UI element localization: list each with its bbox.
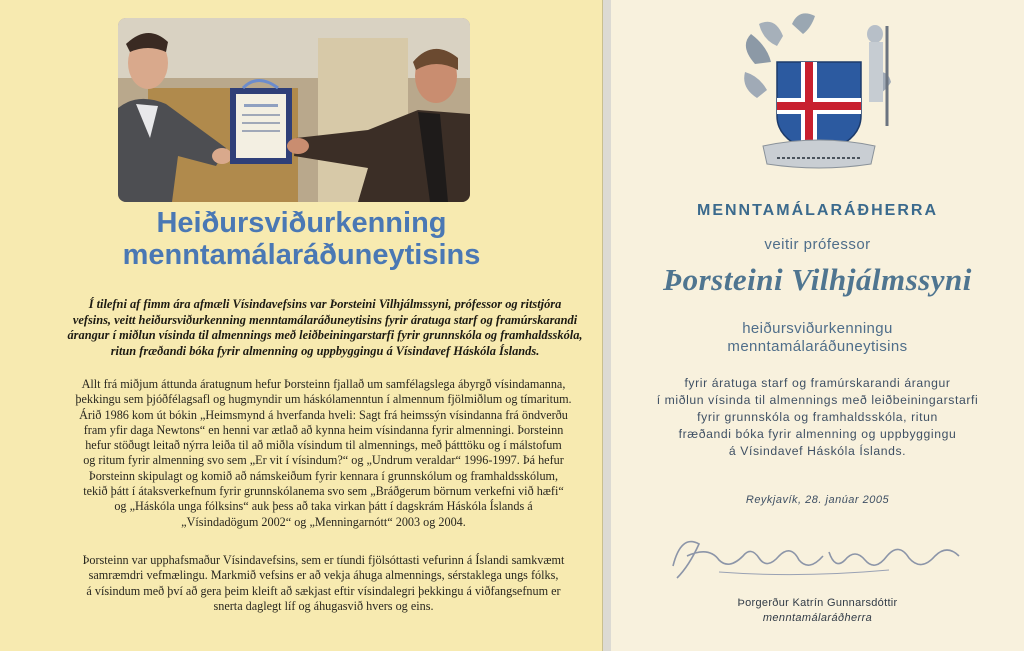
certificate-reason-line: á Vísindavef Háskóla Íslands. xyxy=(728,444,907,458)
signer-name: Þorgerður Katrín Gunnarsdóttir xyxy=(737,597,898,609)
headline-line-2: menntamálaráðuneytisins xyxy=(122,239,481,271)
lead-line: Í tilefni af fimm ára afmæli Vísindavefsins var Þorsteini Vilhjálmssyni, prófessor og ritstjóra xyxy=(88,297,562,311)
lead-line: ritun fræðandi bóka fyrir almenning og uppbyggingu á Vísindavef Háskóla Íslands. xyxy=(110,343,540,358)
body-line: snerta daglegt líf og áhugasvið hvers og eins. xyxy=(213,598,434,613)
body-paragraph-2 xyxy=(56,553,591,614)
certificate-award-line: menntamálaráðuneytisins xyxy=(727,338,908,355)
body-line: fram yfir daga Newtons“ en henni var ætlað að kynna heim vísindanna fyrir almenningi. Þorsteinn xyxy=(83,422,564,437)
body-line: og „Háskóla unga fólksins“ auk þess að taka virkan þátt í dagskrám Háskóla Íslands á xyxy=(114,499,533,514)
headline-line-1: Heiðursviðurkenning xyxy=(156,207,447,239)
body-line: á vísindum með því að gera þeim kleift að sækjast eftir vísindalegri þekkingu á viðfangsefnum er xyxy=(86,583,561,598)
signer-title: menntamálaráðherra xyxy=(762,612,873,624)
body-line: Allt frá miðjum áttunda áratugnum hefur Þorsteinn fjallað um samfélagslega ábyrgð vísindamanna, xyxy=(81,377,566,391)
body-line: „Vísindadögum 2002“ og „Menningarnótt“ 2003 og 2004. xyxy=(181,514,466,529)
body-line: Árið 1986 kom út bókin „Heimsmynd á hverfanda hveli: Sagt frá heimssýn vísindanna frá öndverðu xyxy=(79,407,568,422)
certificate-reason-line: í miðlun vísinda til almennings með leiðbeiningarstarfi xyxy=(656,393,979,407)
award-photo xyxy=(118,18,470,202)
body-line: samræmdri vefmælingu. Markmið vefsins er að vekja áhuga almennings, sérstaklega ungs fólks, xyxy=(88,568,559,583)
body-line: hefur stöðugt leitað nýrra leiða til að miðla vísindum til almennings, með þátttöku og í málstofum xyxy=(85,438,562,453)
lead-line: árangur í miðlun vísinda til almennings með leiðbeiningarstarfi fyrir grunnskóla og framhaldsskóla, xyxy=(67,328,583,342)
body-line: og ritum fyrir almenning svo sem „Er vit í vísindum?“ og „Undrum veraldar“ 1996-1997. Þá hefur xyxy=(83,453,564,468)
certificate-page xyxy=(611,0,1024,651)
body-line: Þorsteinn skipulagt og komið að námskeiðum fyrir kennara í grunnskólum og framhaldsskólum, xyxy=(88,468,559,483)
certificate-award-line: heiðursviðurkenningu xyxy=(742,320,893,337)
lead-line: vefsins, veitt heiðursviðurkenning menntamálaráðuneytisins fyrir áratuga starf og framúrskarandi xyxy=(72,312,578,327)
lead-paragraph xyxy=(60,297,590,359)
certificate-reason-line: fyrir áratuga starf og framúrskarandi árangur xyxy=(684,376,951,390)
certificate-minister-title: MENNTAMÁLARÁÐHERRA xyxy=(696,202,938,219)
certificate-recipient-name: Þorsteini Vilhjálmssyni xyxy=(663,262,972,297)
body-line: tekið þátt í átaksverkefnum fyrir grunnskólanema svo sem „Bráðgerum börnum verkefni við hæfi“ xyxy=(83,484,564,499)
body-line: þekkingu sem þjóðfélagsafl og hugmyndir um háskólamenntun í almennum fjölmiðlum og tímaritum. xyxy=(75,392,572,407)
certificate-reason-line: fræðandi bóka fyrir almenning og uppbyggingu xyxy=(678,427,957,441)
certificate-grants-text: veitir prófessor xyxy=(764,236,871,253)
iceland-coat-of-arms-icon xyxy=(737,6,899,176)
handwritten-signature xyxy=(659,526,979,590)
body-paragraph-1 xyxy=(56,377,591,530)
certificate-date: Reykjavík, 28. janúar 2005 xyxy=(745,494,890,506)
body-line: Þorsteinn var upphafsmaður Vísindavefsins, sem er tíundi fjölsóttasti vefurinn á Íslandi samkvæmt xyxy=(82,553,565,567)
certificate-reason-line: fyrir grunnskóla og framhaldsskóla, ritun xyxy=(697,410,938,424)
